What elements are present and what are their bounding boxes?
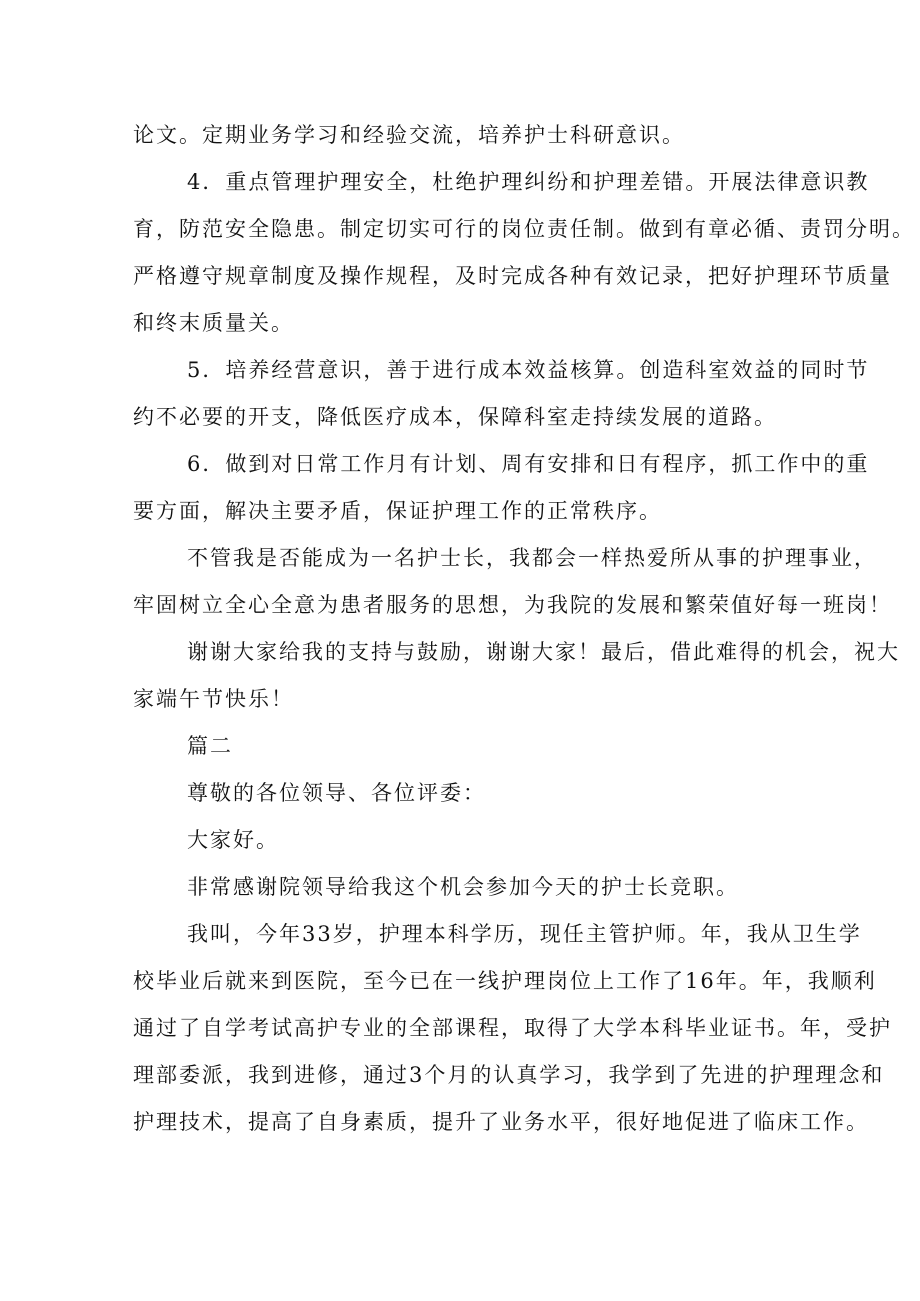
text-line: 论文。定期业务学习和经验交流，培养护士科研意识。 [133,123,685,147]
text-line: 5．培养经营意识，善于进行成本效益核算。创造科室效益的同时节 [187,358,870,382]
paragraph [133,441,870,535]
text-line: 篇二 [187,734,233,758]
paragraph [133,911,892,1146]
text-line: 理部委派，我到进修，通过3个月的认真学习，我学到了先进的护理理念和 [133,1063,885,1087]
text-line: 牢固树立全心全意为患者服务的思想，为我院的发展和繁荣值好每一班岗！ [133,593,892,617]
greeting [133,817,799,864]
text-line: 6．做到对日常工作月有计划、周有安排和日有程序，抓工作中的重 [187,452,870,476]
text-line: 家端午节快乐！ [133,687,294,711]
paragraph [133,159,915,347]
text-line: 非常感谢院领导给我这个机会参加今天的护士长竞职。 [187,875,739,899]
text-line: 约不必要的开支，降低医疗成本，保障科室走持续发展的道路。 [133,405,777,429]
text-line: 校毕业后就来到医院，至今已在一线护理岗位上工作了16年。年，我顺利 [133,969,877,993]
paragraph [133,535,892,629]
text-line: 育，防范安全隐患。制定切实可行的岗位责任制。做到有章必循、责罚分明。 [133,217,915,241]
text-line: 4．重点管理护理安全，杜绝护理纠纷和护理差错。开展法律意识教 [187,170,870,194]
paragraph [133,347,870,441]
text-line: 和终末质量关。 [133,311,294,335]
text-line: 通过了自学考试高护专业的全部课程，取得了大学本科毕业证书。年，受护 [133,1016,892,1040]
paragraph [133,629,900,723]
text-line: 严格遵守规章制度及操作规程，及时完成各种有效记录，把好护理环节质量 [133,264,892,288]
text-line: 大家好。 [187,828,279,852]
document-body [133,112,915,1146]
salutation [133,770,799,817]
text-line: 我叫，今年33岁，护理本科学历，现任主管护师。年，我从卫生学 [187,922,862,946]
paragraph [133,864,799,911]
text-line: 谢谢大家给我的支持与鼓励，谢谢大家！最后，借此难得的机会，祝大 [187,640,900,664]
section-heading [133,723,799,770]
text-line: 护理技术，提高了自身素质，提升了业务水平，很好地促进了临床工作。 [133,1110,869,1134]
text-line: 要方面，解决主要矛盾，保证护理工作的正常秩序。 [133,499,662,523]
text-line: 尊敬的各位领导、各位评委： [187,781,486,805]
paragraph [133,112,799,159]
text-line: 不管我是否能成为一名护士长，我都会一样热爱所从事的护理事业， [187,546,877,570]
